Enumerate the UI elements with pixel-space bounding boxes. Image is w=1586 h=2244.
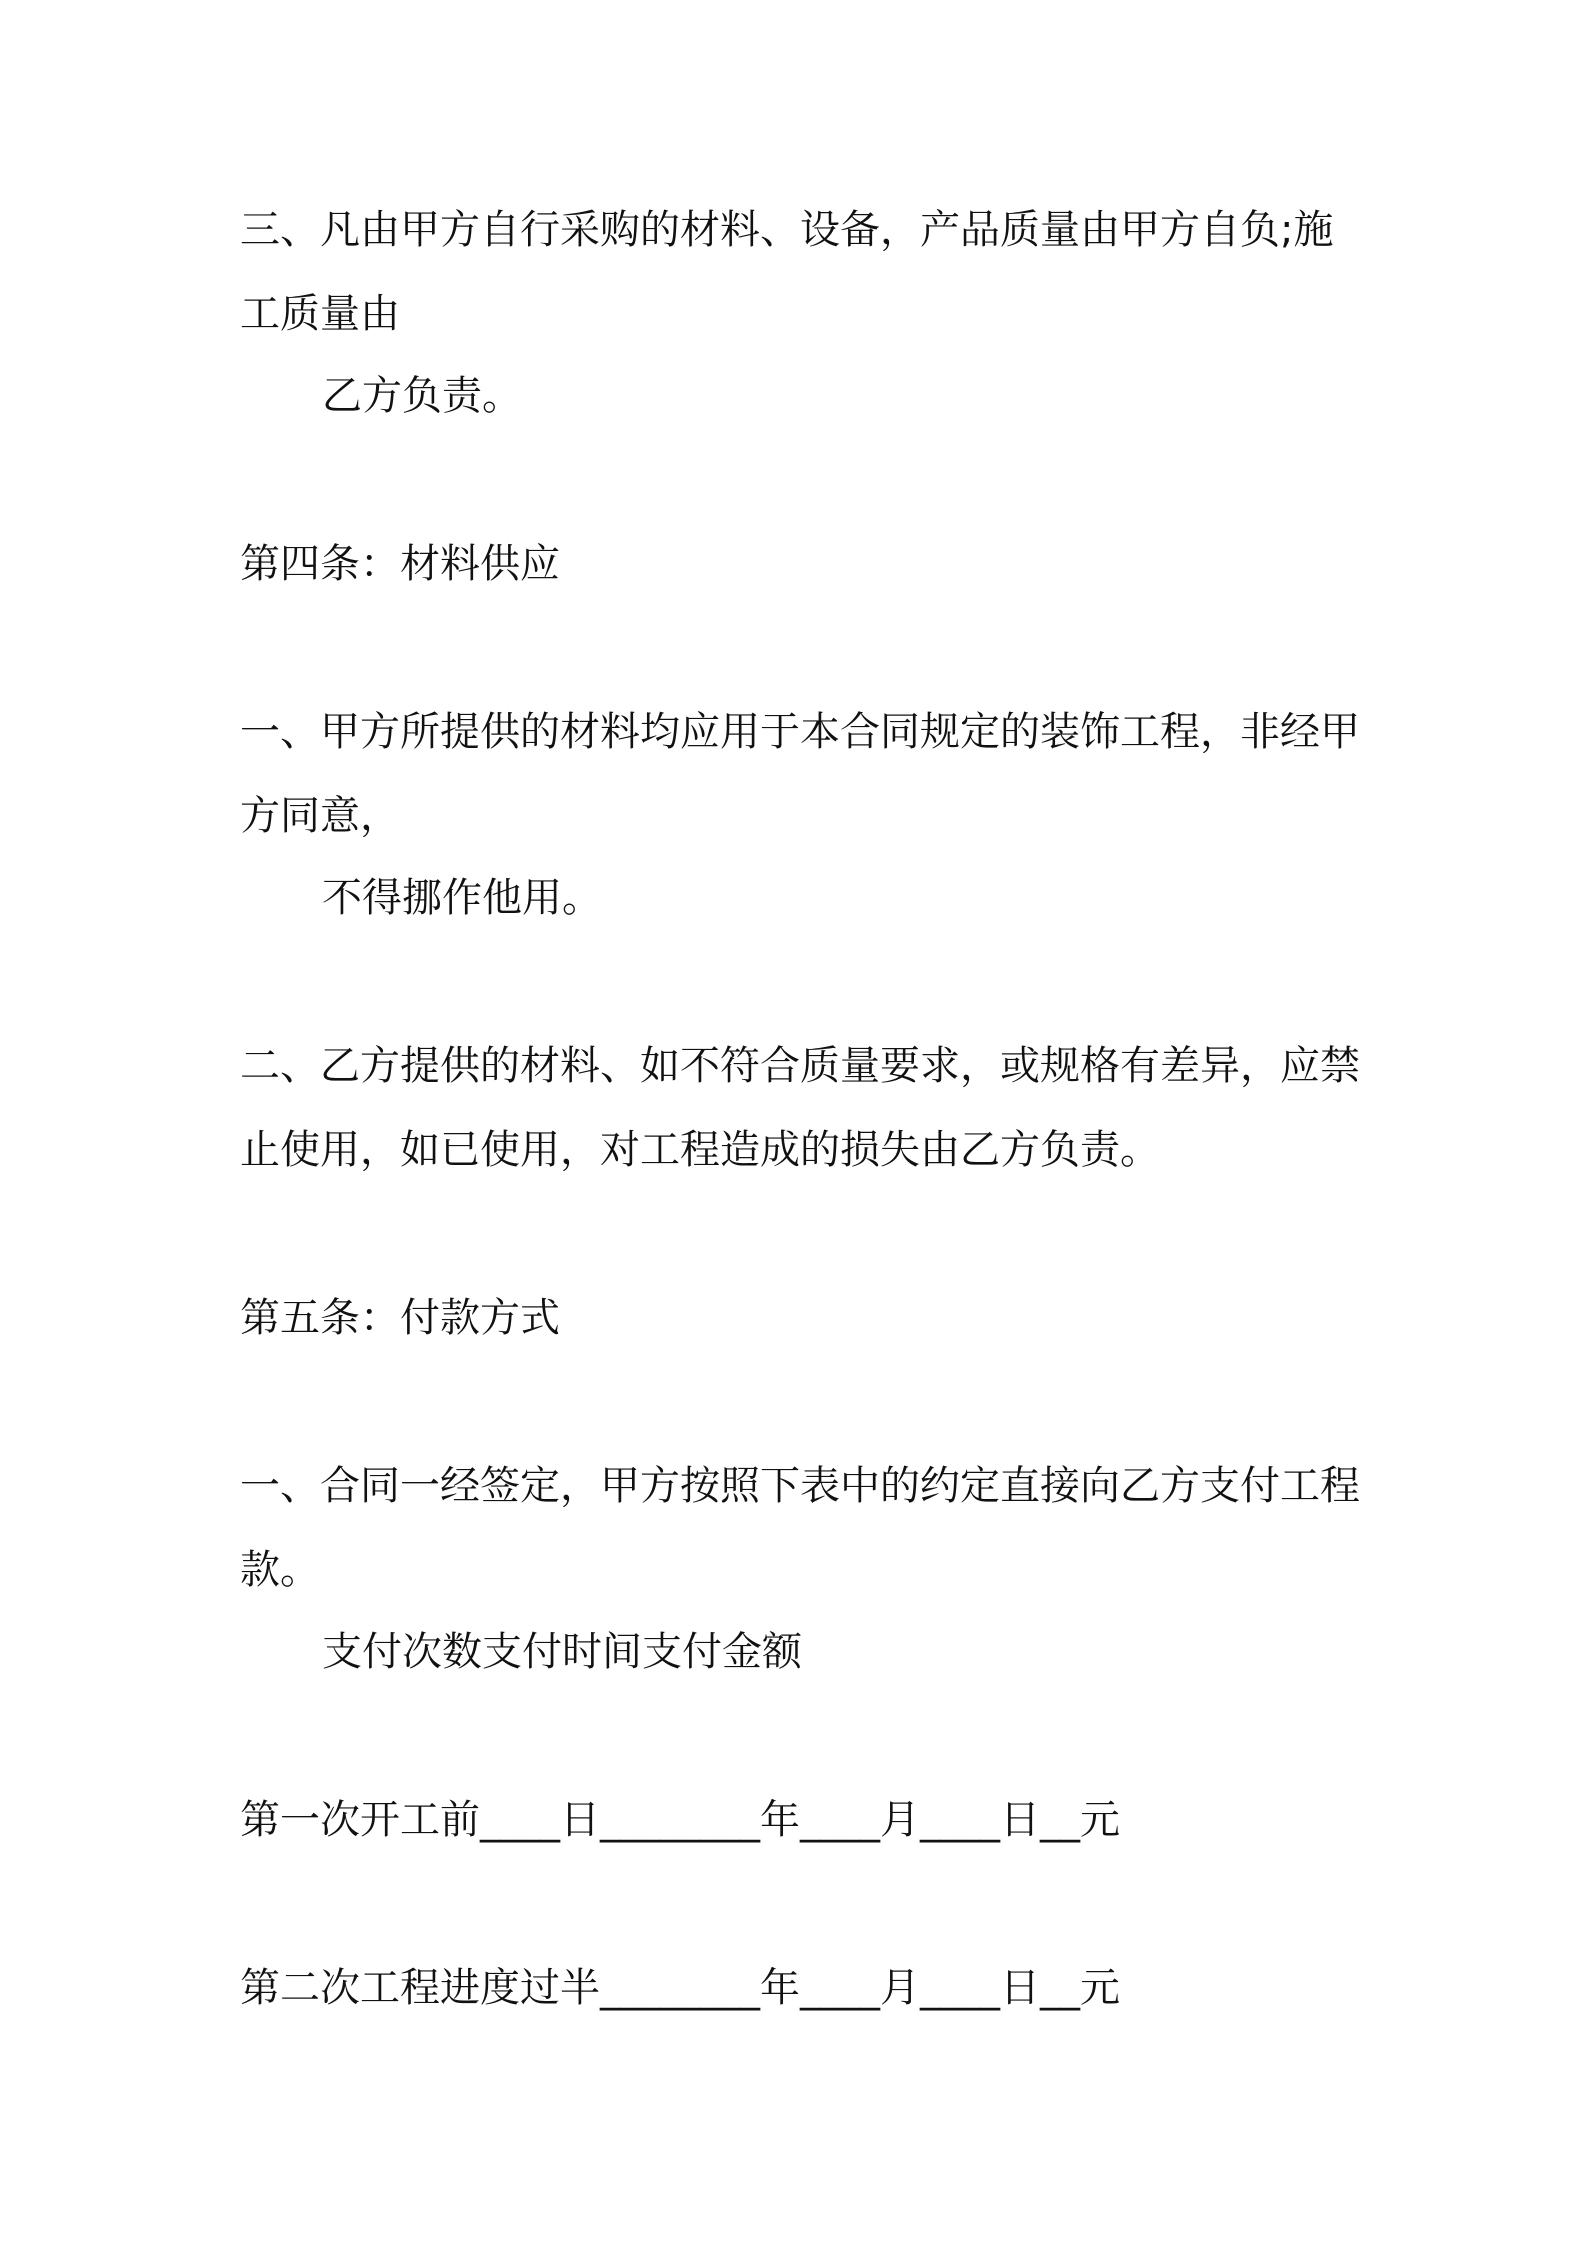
article-5-item-1-line-1: 一、合同一经签定，甲方按照下表中的约定直接向乙方支付工程	[240, 1463, 1360, 1509]
article-4-item-1-line-3: 不得挪作他用。	[322, 875, 602, 921]
article-5-heading: 第五条：付款方式	[240, 1295, 560, 1341]
article-4-item-2-line-2: 止使用，如已使用，对工程造成的损失由乙方负责。	[240, 1127, 1160, 1173]
payment-table-header: 支付次数支付时间支付金额	[322, 1629, 802, 1675]
payment-row-2: 第二次工程进度过半________年____月____日__元	[240, 1965, 1120, 2011]
clause-item-3-line-2: 工质量由	[240, 291, 400, 337]
article-4-item-1-line-2: 方同意，	[240, 793, 400, 839]
clause-item-3-line-1: 三、凡由甲方自行采购的材料、设备，产品质量由甲方自负;施	[240, 207, 1334, 253]
payment-row-1: 第一次开工前____日________年____月____日__元	[240, 1797, 1120, 1843]
article-4-item-1-line-1: 一、甲方所提供的材料均应用于本合同规定的装饰工程，非经甲	[240, 709, 1360, 755]
clause-item-3-line-3: 乙方负责。	[322, 373, 522, 419]
article-5-item-1-line-2: 款。	[240, 1547, 320, 1593]
article-4-item-2-line-1: 二、乙方提供的材料、如不符合质量要求，或规格有差异，应禁	[240, 1043, 1360, 1089]
article-4-heading: 第四条：材料供应	[240, 541, 560, 587]
